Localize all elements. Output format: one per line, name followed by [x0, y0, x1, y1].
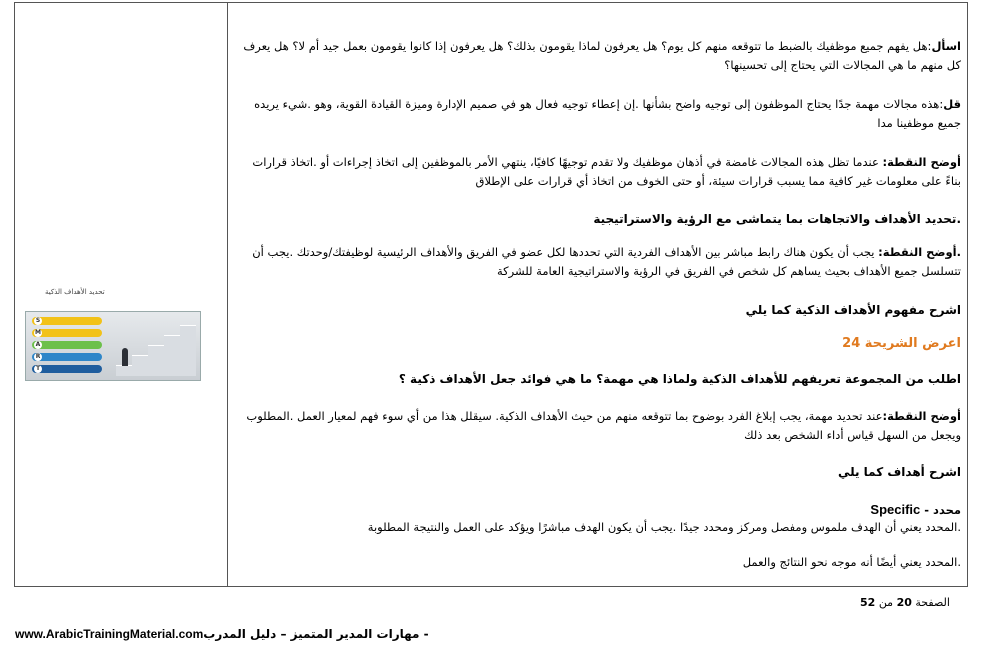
clarify-label-1: أوضح النقطة: — [882, 155, 961, 169]
say-text: :هذه مجالات مهمة جدًا يحتاج الموظفون إلى توجيه واضح بشأنها .إن إعطاء توجيه فعال هو في صميم الإدارة وميزة القيادة القوية، وهو .شيء يريده جميع موظفينا مدا — [254, 97, 961, 130]
clarify-text-3: عند تحديد مهمة، يجب إبلاغ الفرد بوضوح بما تتوقعه منهم من حيث الأهداف الذكية. سيقلل هذا من أي سوء فهم لمعيار العمل .المطلوب ويجعل من السهل قياس أداء الشخص بعد ذلك — [246, 409, 961, 442]
trainer-notes — [237, 3, 961, 586]
slide-letter-r: R — [35, 353, 41, 360]
say-label: قل — [943, 97, 961, 111]
slide-bar-m — [32, 329, 102, 337]
slide-bar-s — [32, 317, 102, 325]
slide-bar-r — [32, 353, 102, 361]
total-pages: 52 — [860, 596, 876, 609]
slide-thumbnail-title: تحديد الأهداف الذكية — [45, 288, 105, 296]
thumbnail-column — [15, 3, 227, 586]
ask-label: اسأل — [931, 39, 961, 53]
specific-english: Specific — [870, 502, 921, 517]
heading-smart-concept: اشرح مفهوم الأهداف الذكية كما يلي — [745, 303, 961, 317]
slide-letter-a: A — [35, 341, 41, 348]
slide-letter-m: M — [35, 329, 41, 336]
document-table — [14, 2, 968, 587]
slide-thumbnail — [25, 311, 201, 381]
clarify-text-2: يجب أن يكون هناك رابط مباشر بين الأهداف الفردية التي تحددها لكل عضو في الفريق والأهداف الرئيسية لوظيفتك/وحدتك .يجب أن تتسلسل جميع الأهداف بحيث يساهم كل شخص في الفريق في الرؤية والاستراتيجية العامة للشركة — [252, 245, 961, 278]
page-label: الصفحة — [915, 596, 950, 609]
clarify-paragraph-2 — [239, 243, 961, 281]
clarify-text-1: عندما تظل هذه المجالات غامضة في أذهان موظفيك ولا تقدم توجيهًا كافيًا، ينتهي الأمر بالموظفين إلى اتخاذ إجراءات أو .اتخاذ قرارات بناءً على معلومات غير كافية مما يسبب قرارات سيئة، أو حتى الخوف من اتخاذ أي قرارات على الإطلاق — [252, 155, 961, 188]
footer-title: - مهارات المدير المتميز – دليل المدرب — [203, 627, 429, 641]
slide-letter-s: S — [35, 317, 41, 324]
specific-text-2: .المحدد يعني أيضًا أنه موجه نحو النتائج والعمل — [742, 555, 961, 569]
slide-letter-t: T — [35, 365, 41, 372]
specific-heading — [239, 500, 961, 520]
slide-bar-t — [32, 365, 102, 373]
specific-text-1: .المحدد يعني أن الهدف ملموس ومفصل ومركز ومحدد جيدًا .يجب أن يكون الهدف مباشرًا ويؤكد على العمل والنتيجة المطلوبة — [367, 520, 961, 534]
of-label: من — [878, 596, 894, 609]
show-slide-instruction: اعرض الشريحة 24 — [842, 336, 961, 351]
column-divider — [227, 3, 228, 586]
specific-arabic: محدد - — [920, 503, 961, 517]
ask-paragraph — [239, 37, 961, 75]
current-page: 20 — [896, 596, 912, 609]
clarify-label-3: أوضح النقطة: — [882, 409, 961, 423]
ask-text: :هل يفهم جميع موظفيك بالضبط ما تتوقعه منهم كل يوم؟ هل يعرفون لماذا يقومون بذلك؟ هل يعرفون إذا كانوا يقومون بعمل جيد أم لا؟ هل يعرف كل منهم ما هي المجالات التي يحتاج إلى تحسينها؟ — [243, 39, 961, 72]
heading-explain-goals: اشرح أهداف كما يلي — [837, 465, 961, 479]
heading-goals-direction: .تحديد الأهداف والاتجاهات بما يتماشى مع الرؤية والاستراتيجية — [593, 212, 961, 226]
say-paragraph — [239, 95, 961, 133]
clarify-paragraph-3 — [239, 407, 961, 445]
page-number — [860, 596, 950, 609]
heading-ask-group: اطلب من المجموعة تعريفهم للأهداف الذكية ولماذا هي مهمة؟ ما هي فوائد جعل الأهداف ذكية ؟ — [398, 372, 961, 386]
clarify-paragraph-1 — [239, 153, 961, 191]
clarify-label-2: .أوضح النقطة: — [878, 245, 961, 259]
footer-url[interactable]: www.ArabicTrainingMaterial.com — [15, 627, 204, 641]
footer-site — [15, 627, 429, 641]
person-figure — [122, 348, 128, 366]
slide-bar-a — [32, 341, 102, 349]
stairs-illustration — [116, 326, 196, 376]
